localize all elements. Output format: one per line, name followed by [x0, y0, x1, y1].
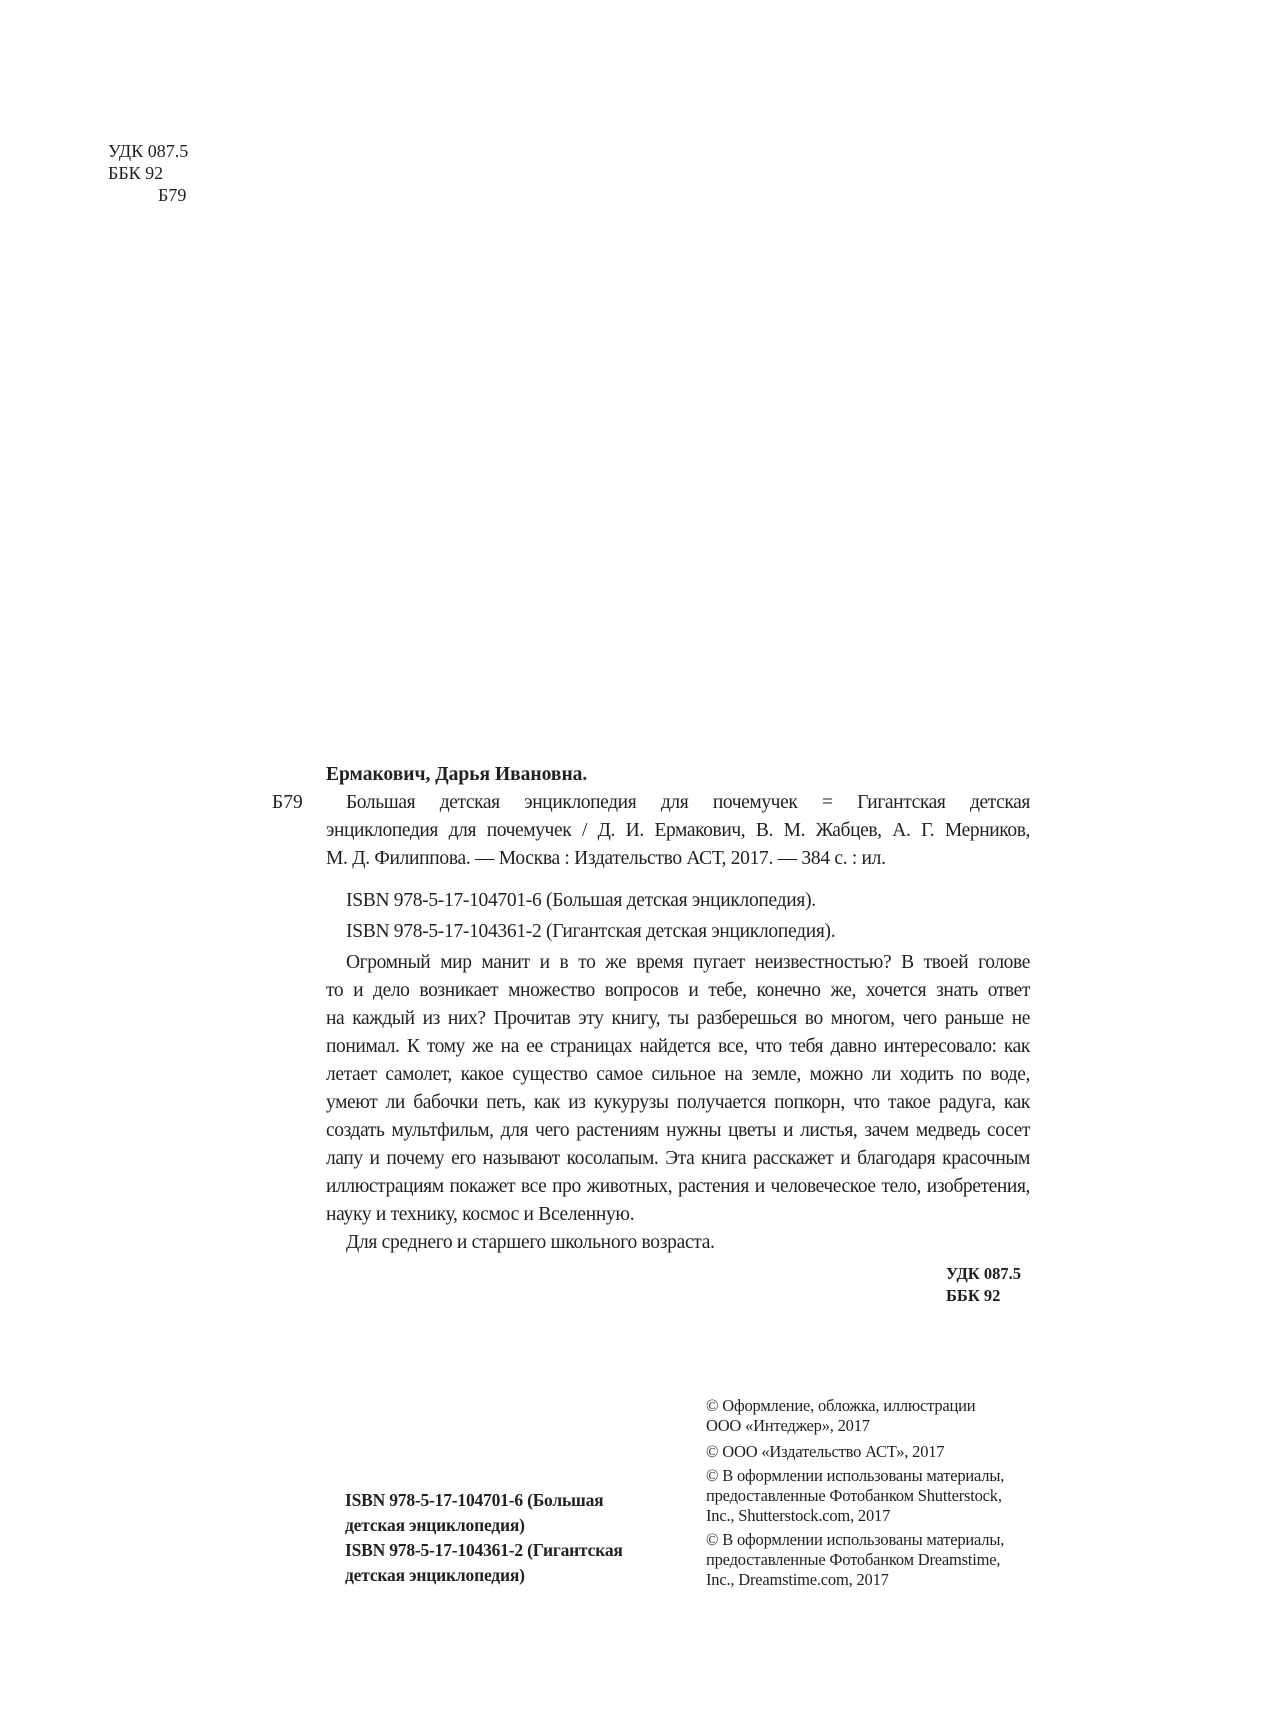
isbn-line: ISBN 978-5-17-104701-6 (Большая детская энциклопедия).	[346, 890, 816, 911]
copyright-line: © Оформление, обложка, иллюстрации	[706, 1396, 976, 1415]
isbn-block-line: ISBN 978-5-17-104701-6 (Большая	[345, 1490, 604, 1510]
catalog-bbk: ББК 92	[946, 1286, 1001, 1305]
annotation-line: умеют ли бабочки петь, как из кукурузы получается попкорн, что такое радуга, как	[326, 1092, 1030, 1113]
copyright-line: предоставленные Фотобанком Shutterstock,	[706, 1486, 1002, 1505]
bbk-code: ББК 92	[108, 163, 164, 183]
annotation-line: создать мультфильм, для чего растениям нужны цветы и листья, зачем медведь сосет	[326, 1120, 1030, 1141]
description-line: Большая детская энциклопедия для почемучек = Гигантская детская	[346, 792, 1030, 813]
isbn-block-line: детская энциклопедия)	[345, 1565, 525, 1585]
description-line: М. Д. Филиппова. — Москва : Издательство АСТ, 2017. — 384 с. : ил.	[326, 848, 886, 869]
catalog-sign: Б79	[272, 792, 303, 813]
copyright-line: © В оформлении использованы материалы,	[706, 1466, 1005, 1485]
catalog-author: Ермакович, Дарья Ивановна.	[326, 764, 588, 785]
annotation-line: Огромный мир манит и в то же время пугает неизвестностью? В твоей голове	[346, 952, 1030, 973]
age-note: Для среднего и старшего школьного возраста.	[346, 1232, 715, 1253]
copyright-line: предоставленные Фотобанком Dreamstime,	[706, 1550, 1001, 1569]
isbn-block	[345, 1488, 623, 1588]
copyright-block	[706, 1396, 1004, 1590]
copyright-entry	[706, 1466, 1004, 1526]
copyright-line: © В оформлении использованы материалы,	[706, 1530, 1005, 1549]
copyright-line: Inc., Dreamstime.com, 2017	[706, 1570, 889, 1589]
author-sign: Б79	[158, 185, 187, 205]
annotation-line: летает самолет, какое существо самое сильное на земле, можно ли ходить по воде,	[326, 1064, 1030, 1085]
annotation-line: понимал. К тому же на ее страницах найдется все, что тебя давно интересовало: как	[326, 1036, 1030, 1057]
copyright-entry	[706, 1396, 1004, 1436]
copyright-entry	[706, 1442, 1004, 1462]
copyright-line: © ООО «Издательство АСТ», 2017	[706, 1442, 945, 1461]
copyright-line: ООО «Интеджер», 2017	[706, 1416, 870, 1435]
isbn-block-line: ISBN 978-5-17-104361-2 (Гигантская	[345, 1540, 623, 1560]
description-line: энциклопедия для почемучек / Д. И. Ермакович, В. М. Жабцев, А. Г. Мерников,	[326, 820, 1030, 841]
annotation-line: лапу и почему его называют косолапым. Эта книга расскажет и благодаря красочным	[326, 1148, 1030, 1169]
annotation-line: то и дело возникает множество вопросов и тебе, конечно же, хочется знать ответ	[326, 980, 1030, 1001]
isbn-block-line: детская энциклопедия)	[345, 1515, 525, 1535]
udk-code: УДК 087.5	[108, 141, 189, 161]
annotation-line: науку и технику, космос и Вселенную.	[326, 1204, 635, 1225]
isbn-line: ISBN 978-5-17-104361-2 (Гигантская детская энциклопедия).	[346, 921, 836, 942]
catalog-udk: УДК 087.5	[946, 1264, 1022, 1283]
annotation-line: на каждый из них? Прочитав эту книгу, ты разберешься во многом, чего раньше не	[326, 1008, 1030, 1029]
annotation-line: иллюстрациям покажет все про животных, растения и человеческое тело, изобретения,	[326, 1176, 1030, 1197]
copyright-entry	[706, 1530, 1004, 1590]
copyright-line: Inc., Shutterstock.com, 2017	[706, 1506, 891, 1525]
